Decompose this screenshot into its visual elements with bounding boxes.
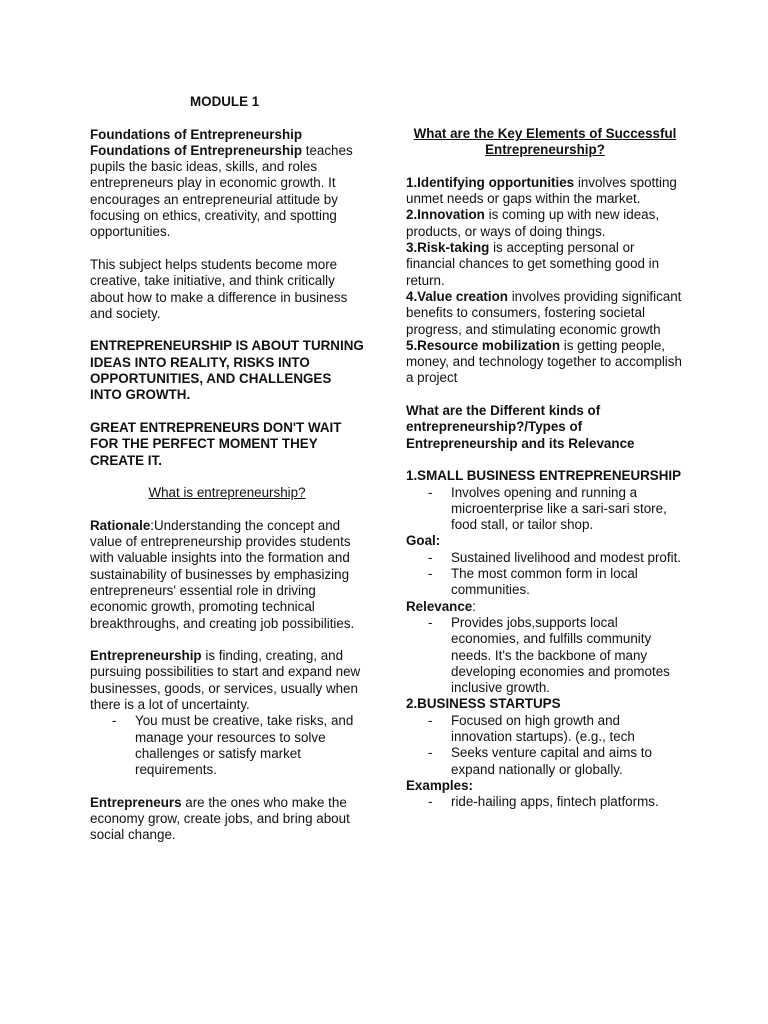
list-item: - Involves opening and running a microenterprise like a sari-sari store, food stall, or tailor shop. xyxy=(406,485,684,534)
element-text: is accepting personal or financial chances to get something good in return. xyxy=(406,240,660,288)
definition-label: Entrepreneurship xyxy=(90,648,202,664)
examples-list xyxy=(406,794,684,810)
rationale-paragraph xyxy=(90,518,364,632)
relevance-heading xyxy=(406,599,684,615)
element-text: is coming up with new ideas, products, or ways of doing things. xyxy=(406,207,660,239)
element-text: involves providing significant benefits to consumers, fostering societal progress, and stimulating economic growth xyxy=(406,288,682,337)
list-item: - The most common form in local communities. xyxy=(406,566,684,599)
element-text: is getting people, money, and technology together to accomplish a project xyxy=(406,337,682,386)
right-column xyxy=(406,126,684,810)
element-label: 5.Resource mobilization xyxy=(406,337,561,353)
definition-paragraph xyxy=(90,648,364,713)
intro-heading: Foundations of Entrepreneurship xyxy=(90,126,303,142)
startups-list xyxy=(406,713,684,778)
list-item: - Sustained livelihood and modest profit. xyxy=(406,550,684,566)
types-heading: What are the Different kinds of entrepreneurship?/Types of Entrepreneurship and its Relevance xyxy=(406,403,635,451)
quote-turning-ideas: ENTREPRENEURSHIP IS ABOUT TURNING IDEAS INTO REALITY, RISKS INTO OPPORTUNITIES, AND CHALLENGES INTO GROWTH. xyxy=(90,338,364,403)
entrepreneurs-paragraph xyxy=(90,795,364,844)
relevance-list xyxy=(406,615,684,696)
definition-text: is finding, creating, and pursuing possibilities to start and expand new businesses, goods, or services, usually when there is a lot of uncertainty. xyxy=(90,648,361,712)
element-label: 4.Value creation xyxy=(406,288,508,304)
element-label: 2.Innovation xyxy=(406,207,485,223)
intro-bold: Foundations of Entrepreneurship xyxy=(90,142,303,158)
list-item: - Focused on high growth and innovation startups). (e.g., tech xyxy=(406,713,684,746)
subject-paragraph: This subject helps students become more creative, take initiative, and think critically about how to make a difference in business and society. xyxy=(90,256,348,321)
small-business-list xyxy=(406,485,684,534)
quote-great-entrepreneurs: GREAT ENTREPRENEURS DON'T WAIT FOR THE PERFECT MOMENT THEY CREATE IT. xyxy=(90,419,342,468)
list-item: - ride-hailing apps, fintech platforms. xyxy=(406,794,684,810)
rationale-text: :Understanding the concept and value of entrepreneurship provides students with valuable insights into the formation and sustainability of businesses by emphasizing entrepreneurs' essential role in driving economic growth, promoting technical breakthroughs, and creating job possibilities. xyxy=(90,517,355,631)
goal-label: Goal: xyxy=(406,533,441,549)
element-text: involves spotting unmet needs or gaps within the market. xyxy=(406,174,677,207)
element-item xyxy=(406,175,684,208)
list-item: - Provides jobs,supports local economies, and fulfills community needs. It's the backbone of many developing economies and promotes inclusive growth. xyxy=(406,615,684,696)
relevance-label: Relevance xyxy=(406,598,473,614)
list-item: - You must be creative, take risks, and manage your resources to solve challenges or satisfy market requirements. xyxy=(90,713,364,778)
element-label: 3.Risk-taking xyxy=(406,240,490,256)
startups-title: 2.BUSINESS STARTUPS xyxy=(406,696,561,712)
small-business-title: 1.SMALL BUSINESS ENTREPRENEURSHIP xyxy=(406,468,682,484)
element-label: 1.Identifying opportunities xyxy=(406,174,575,190)
definition-list xyxy=(90,713,364,778)
left-column xyxy=(90,94,364,844)
element-item xyxy=(406,240,684,289)
entrepreneurs-label: Entrepreneurs xyxy=(90,794,182,810)
element-item xyxy=(406,289,684,338)
list-item: - Seeks venture capital and aims to expand nationally or globally. xyxy=(406,745,684,778)
module-title: MODULE 1 xyxy=(190,94,260,109)
what-is-heading: What is entrepreneurship? xyxy=(148,485,306,501)
examples-label: Examples: xyxy=(406,777,473,793)
entrepreneurs-text: are the ones who make the economy grow, create jobs, and bring about social change. xyxy=(90,794,350,843)
element-item xyxy=(406,338,684,387)
key-elements-heading: What are the Key Elements of Successful Entrepreneurship? xyxy=(413,126,677,158)
intro-text: teaches pupils the basic ideas, skills, and roles entrepreneurs play in economic growth. It encourages an entrepreneurial attitude by focusing on ethics, creativity, and spotting opportunities. xyxy=(90,142,353,240)
intro-paragraph xyxy=(90,143,364,241)
relevance-colon: : xyxy=(472,598,476,614)
goal-list xyxy=(406,550,684,599)
rationale-label: Rationale xyxy=(90,517,151,533)
element-item xyxy=(406,207,684,240)
